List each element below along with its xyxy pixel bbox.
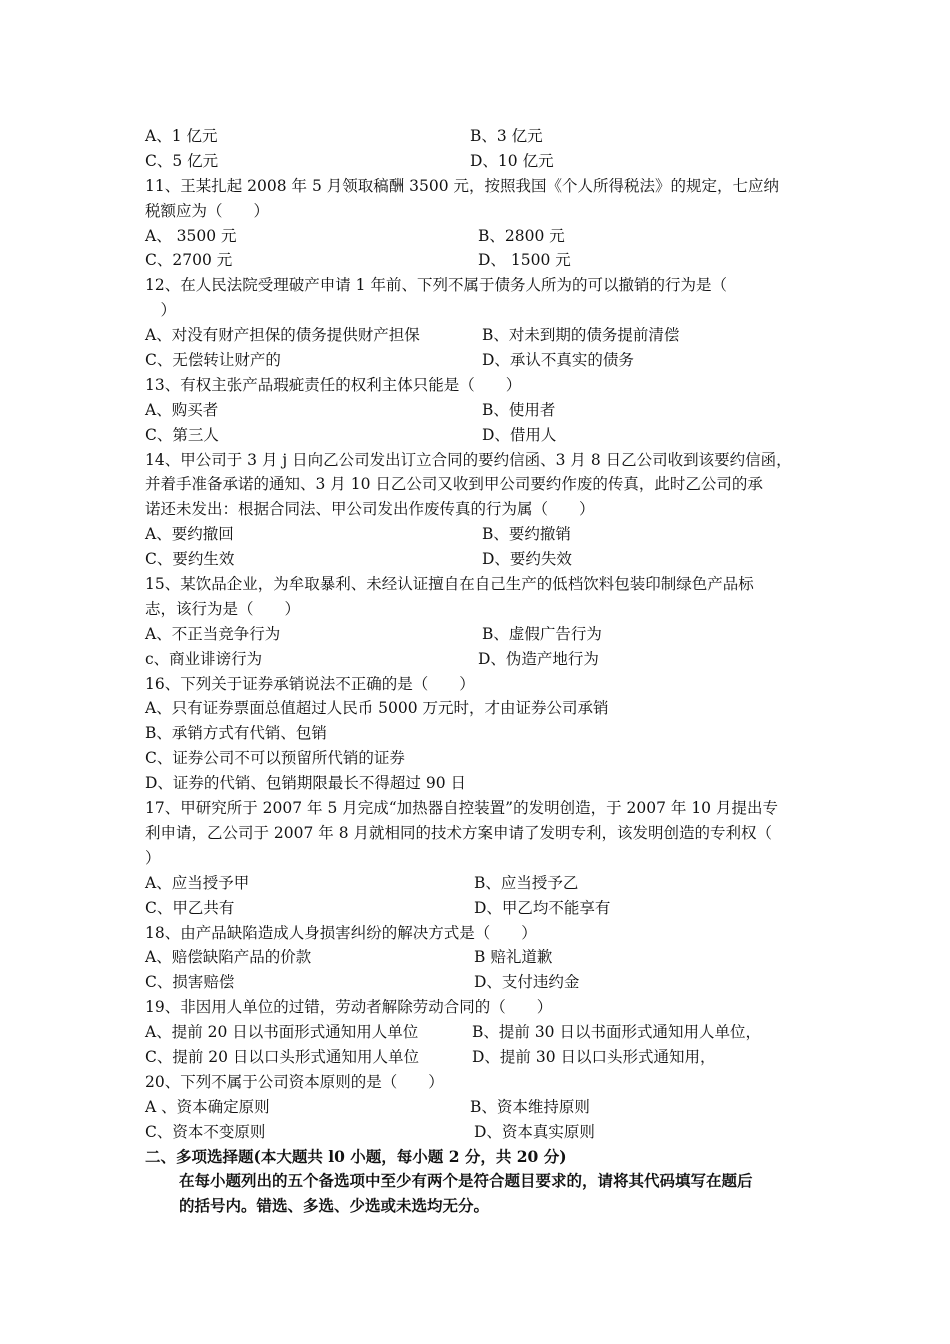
question-text-line: A、只有证券票面总值超过人民币 5000 万元时，才由证券公司承销 [145,699,609,718]
option-right: D、资本真实原则 [474,1122,595,1141]
option-left: C、甲乙共有 [145,898,235,917]
option-right: D、要约失效 [482,550,572,569]
option-row [145,1120,810,1145]
option-right: B 赔礼道歉 [474,948,553,967]
option-row [145,1095,810,1120]
option-right: D、伪造产地行为 [478,649,599,668]
option-row [145,970,810,995]
option-right: B、虚假广告行为 [482,624,602,643]
option-right: D、10 亿元 [470,151,554,170]
option-left: A、1 亿元 [145,127,218,145]
question-text-line: 诺还未发出：根据合同法、甲公司发出作废传真的行为属（ ） [145,500,595,519]
option-left: C、5 亿元 [145,151,219,170]
option-row [145,647,810,672]
option-left: C、无偿转让财产的 [145,351,281,370]
option-left: C、第三人 [145,425,219,444]
question-text-line: 18、由产品缺陷造成人身损害纠纷的解决方式是（ ） [145,923,537,942]
question-text-line: 15、某饮品企业，为牟取暴利、未经认证擅自在自己生产的低档饮料包装印制绿色产品标 [145,575,754,594]
option-left: A、不正当竞争行为 [145,624,281,643]
option-right: B、要约撤销 [482,525,571,544]
option-right: D、提前 30 日以口头形式通知用， [472,1047,716,1066]
question-text-line: C、证券公司不可以预留所代销的证券 [145,749,405,768]
option-row [145,124,810,149]
option-left: A、购买者 [145,400,219,419]
option-row [145,248,810,273]
option-right: B、对未到期的债务提前清偿 [482,326,680,345]
question-text-line: 17、甲研究所于 2007 年 5 月完成“加热器自控装置”的发明创造，于 2007 年 10 月提出专 [145,799,778,818]
option-left: C、提前 20 日以口头形式通知用人单位 [145,1047,419,1066]
option-row [145,622,810,647]
option-left: C、要约生效 [145,550,235,569]
option-row [145,398,810,423]
option-row [145,522,810,547]
option-left: C、2700 元 [145,251,233,270]
question-text-line: B、承销方式有代销、包销 [145,724,327,743]
option-row [145,224,810,249]
option-row [145,547,810,572]
option-right: B、提前 30 日以书面形式通知用人单位， [472,1023,761,1042]
option-right: B、3 亿元 [470,127,543,145]
question-text-line: 利申请，乙公司于 2007 年 8 月就相同的技术方案申请了发明专利，该发明创造的专利权（ [145,823,773,842]
question-text-line: 20、下列不属于公司资本原则的是（ ） [145,1072,444,1091]
question-text-line: ） [145,848,161,867]
option-left: c、商业诽谤行为 [145,649,263,668]
option-left: C、损害赔偿 [145,973,235,992]
question-text-line: 11、王某扎起 2008 年 5 月领取稿酬 3500 元，按照我国《个人所得税法》的规定，七应纳 [145,176,780,195]
option-right: D、支付违约金 [474,973,580,992]
question-text-line: 税额应为（ ） [145,201,270,220]
option-right: D、承认不真实的债务 [482,351,634,370]
option-left: A、应当授予甲 [145,873,250,892]
option-right: D、甲乙均不能享有 [474,898,611,917]
option-row [145,945,810,970]
option-left: A、对没有财产担保的债务提供财产担保 [145,326,420,345]
option-row [145,348,810,373]
option-right: B、应当授予乙 [474,873,579,892]
question-text-line: 志，该行为是（ ） [145,599,301,618]
question-text-line: ） [145,301,177,320]
option-right: B、2800 元 [478,226,565,245]
question-text-line: 并着手准备承诺的通知、3 月 10 日乙公司又收到甲公司要约作废的传真，此时乙公司的承 [145,475,763,494]
section-2-instruction-line-1: 在每小题列出的五个备选项中至少有两个是符合题目要求的，请将其代码填写在题后 [179,1171,753,1191]
question-text-line: 13、有权主张产品瑕疵责任的权利主体只能是（ ） [145,375,522,394]
option-row [145,896,810,921]
option-right: B、资本维持原则 [470,1097,590,1116]
question-text-line: 19、非因用人单位的过错，劳动者解除劳动合同的（ ） [145,998,553,1017]
option-left: A、 3500 元 [145,226,237,245]
option-left: A 、资本确定原则 [145,1097,270,1116]
question-lines [145,124,810,1145]
option-left: C、资本不变原则 [145,1122,266,1141]
option-row [145,423,810,448]
question-text-line: 16、下列关于证券承销说法不正确的是（ ） [145,674,475,693]
section-2-heading: 二、多项选择题(本大题共 l0 小题，每小题 2 分，共 20 分) [145,1146,567,1166]
question-text-line: D、证券的代销、包销期限最长不得超过 90 日 [145,774,467,793]
question-text-line: 14、甲公司于 3 月 j 日向乙公司发出订立合同的要约信函、3 月 8 日乙公司收到该要约信函， [145,450,792,469]
option-row [145,323,810,348]
option-row [145,1020,810,1045]
option-row [145,871,810,896]
option-right: B、使用者 [482,400,556,419]
question-text-line: 12、在人民法院受理破产申请 1 年前、下列不属于债务人所为的可以撤销的行为是（ [145,276,727,295]
option-left: A、提前 20 日以书面形式通知用人单位 [145,1023,419,1042]
option-right: D、 1500 元 [478,251,571,270]
option-row [145,1045,810,1070]
exam-page [145,124,810,1219]
section-2-instruction-line-2: 的括号内。错选、多选、少选或未选均无分。 [179,1196,490,1216]
option-left: A、要约撤回 [145,525,234,544]
option-left: A、赔偿缺陷产品的价款 [145,948,312,967]
option-row [145,149,810,174]
option-right: D、借用人 [482,425,557,444]
